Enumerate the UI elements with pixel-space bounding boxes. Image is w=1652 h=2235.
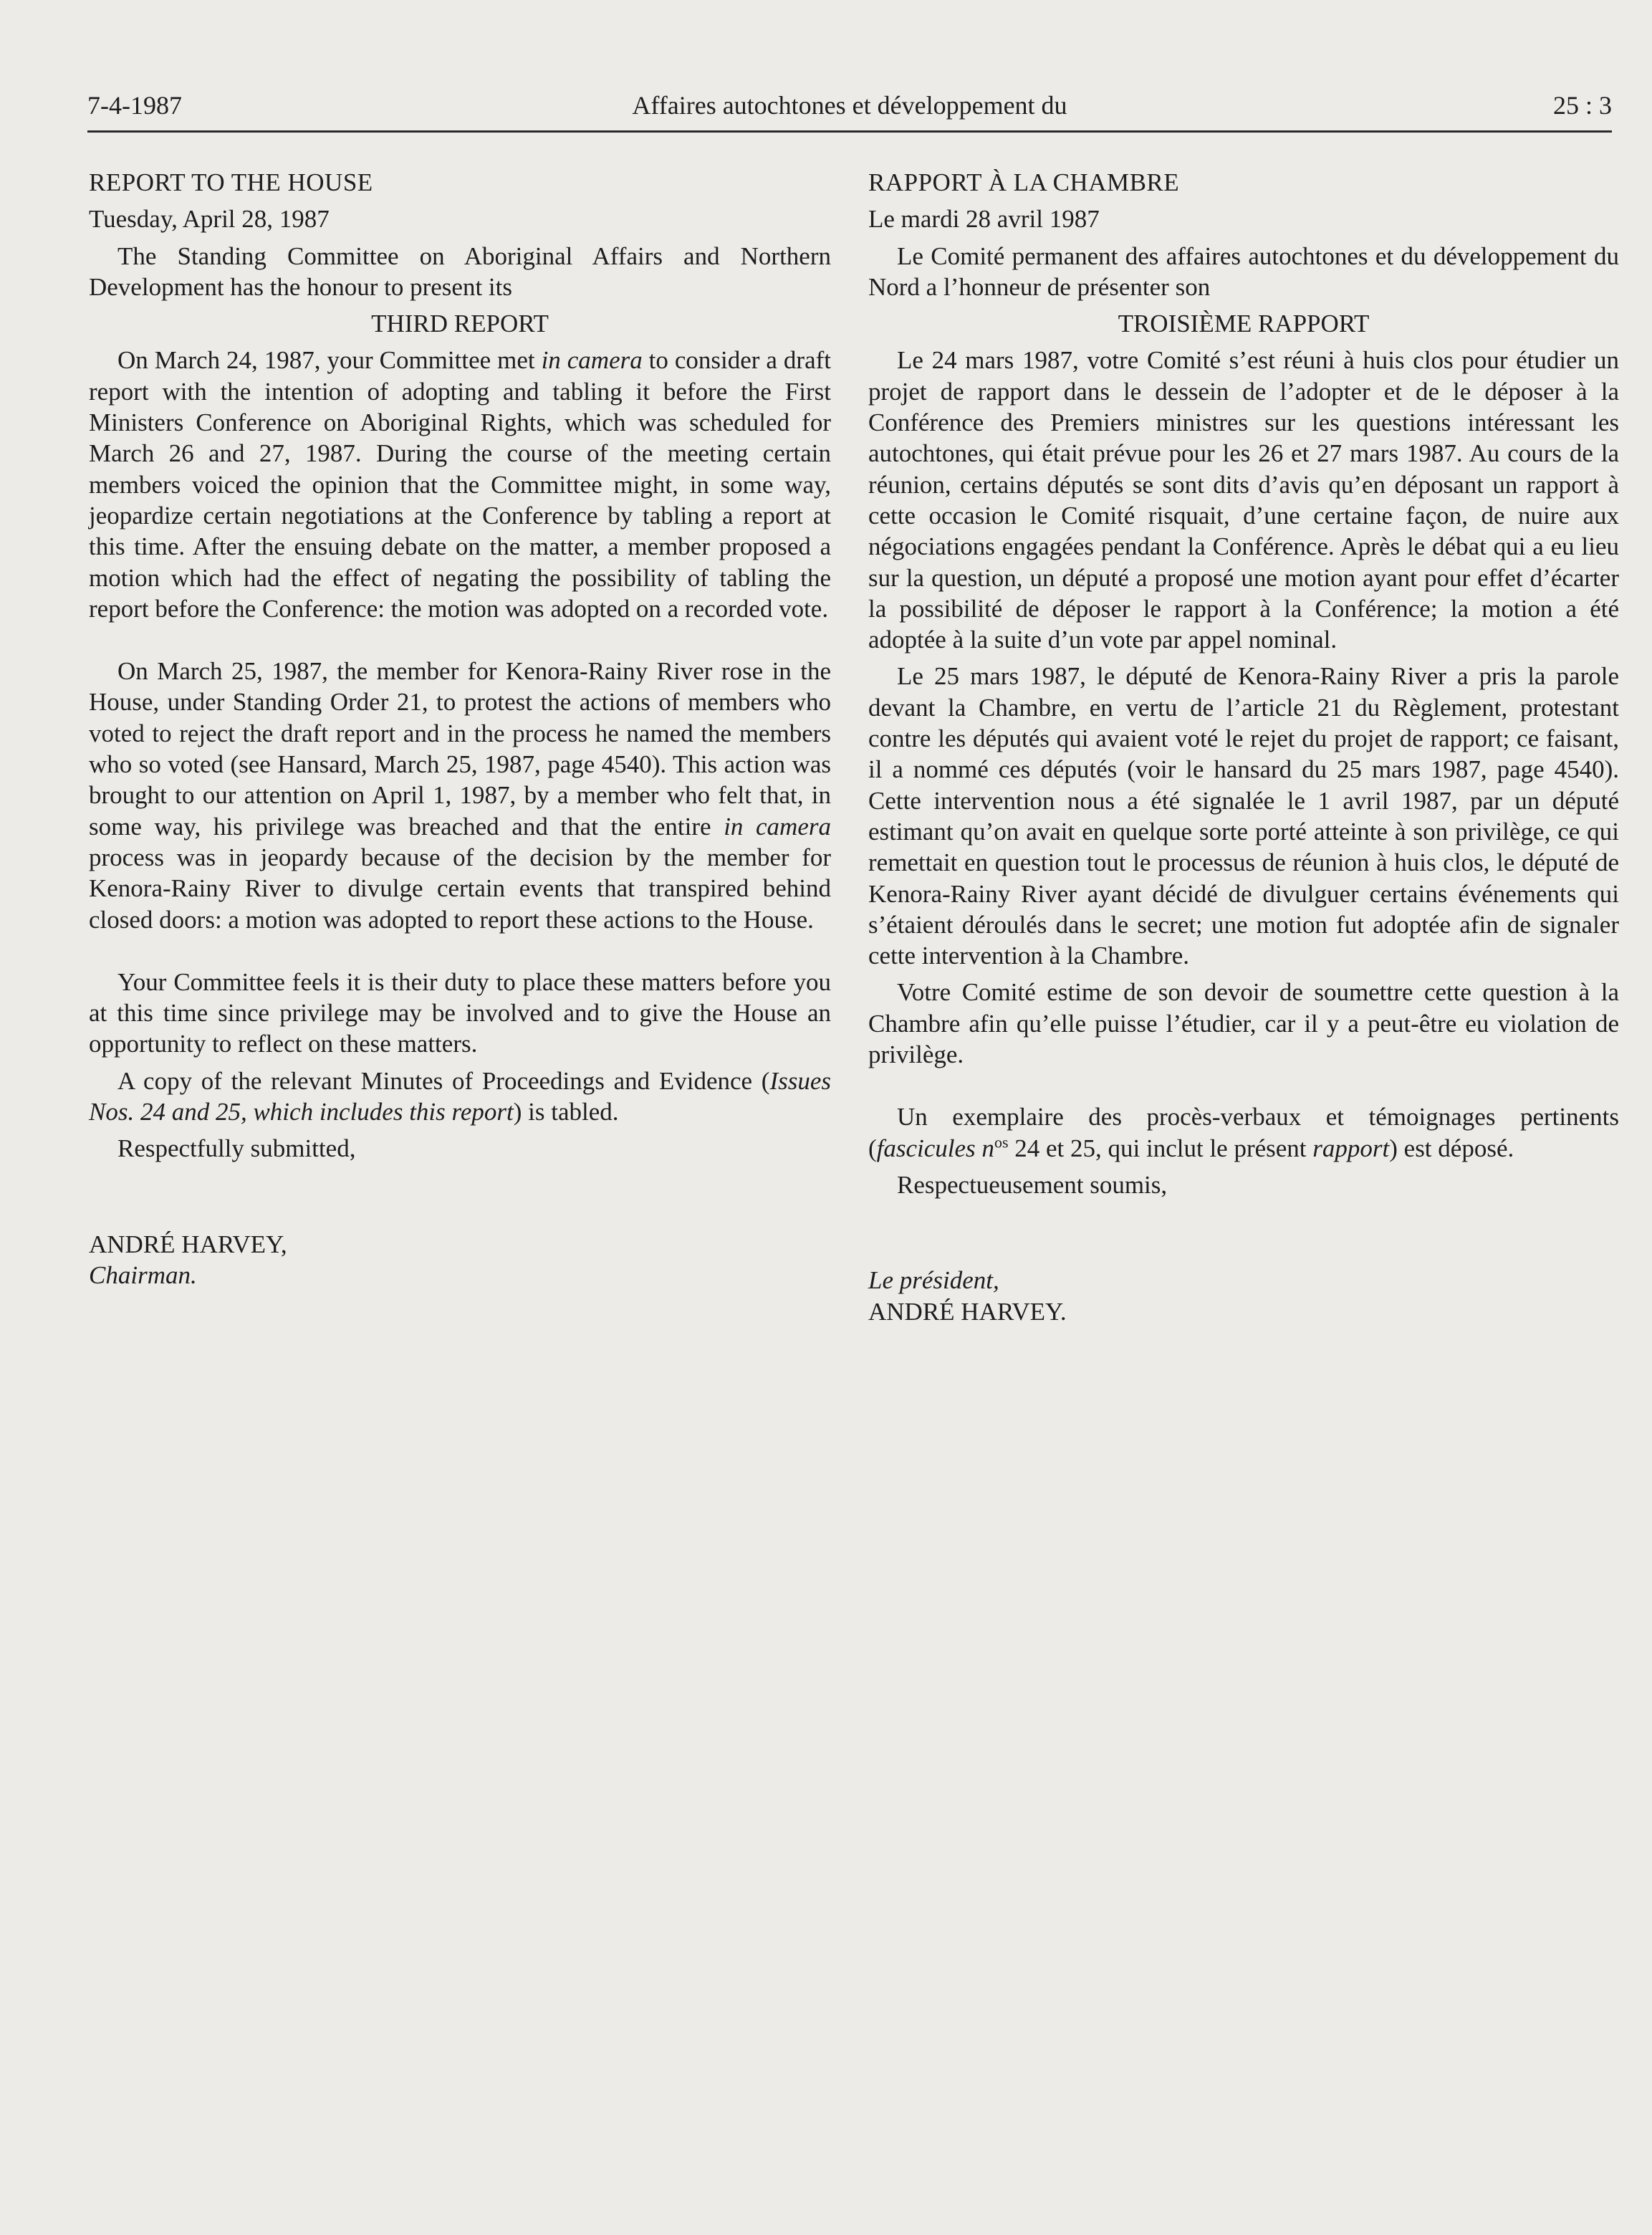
paragraph-2: On March 25, 1987, the member for Kenora-Rainy River rose in the House, under Standing Order 21, to protest the actions of members who voted to reject the draft report and in the process he named the members who so voted (see Hansard, March 25, 1987, page 4540). This action was brought to our attention on April 1, 1987, by a member who felt that, in some way, his privilege was breached and that the entire in camera process was in jeopardy because of the decision by the member for Kenora-Rainy River to divulge certain events that transpired behind closed doors: a motion was adopted to report these actions to the House. [89, 657, 831, 934]
paragraph-4: A copy of the relevant Minutes of Proceedings and Evidence (Issues Nos. 24 and 25, which includes this report) is tabled. [89, 1066, 831, 1126]
report-date-fr: Le mardi 28 avril 1987 [868, 205, 1100, 234]
signer-name: ANDRÉ HARVEY, [89, 1230, 287, 1258]
report-title: THIRD REPORT [371, 310, 549, 338]
closing-line: Respectfully submitted, [117, 1134, 356, 1163]
report-date: Tuesday, April 28, 1987 [89, 205, 330, 234]
paragraph-3-fr: Votre Comité estime de son devoir de soumettre cette question à la Chambre afin qu’elle puisse l’étudier, car il y a peut-être eu violation de privilège. [868, 978, 1619, 1069]
intro-paragraph: The Standing Committee on Aboriginal Affairs and Northern Development has the honour to present its [89, 241, 831, 301]
intro-paragraph-fr: Le Comité permanent des affaires autochtones et du développement du Nord a l’honneur de présenter son [868, 241, 1619, 301]
header-date: 7-4-1987 [87, 91, 182, 120]
signer-role-fr: Le président, [868, 1266, 999, 1295]
closing-line-fr: Respectueusement soumis, [897, 1170, 1168, 1199]
paragraph-2-fr: Le 25 mars 1987, le député de Kenora-Rainy River a pris la parole devant la Chambre, en vertu de l’article 21 du Règlement, protestant contre les députés qui avaient voté le rejet du projet de rapport; ce faisant, il a nommé ces députés (voir le hansard du 25 mars 1987, page 4540). Cette intervention nous a été signalée le 1 avril 1987, par un député estimant qu’on avait en quelque sorte porté atteinte à son privilège, ce qui remettait en question tout le processus de réunion à huis clos, le député de Kenora-Rainy River ayant décidé de divulguer certains événements qui s’étaient déroulés dans le secret; une motion fut adoptée afin de signaler cette intervention à la Chambre. [868, 662, 1619, 970]
paragraph-1: On March 24, 1987, your Committee met in camera to consider a draft report with the intention of adopting and tabling it before the First Ministers Conference on Aboriginal Rights, which was scheduled for March 26 and 27, 1987. During the course of the meeting certain members voiced the opinion that the Committee might, in some way, jeopardize certain negotiations at the Conference by tabling a report at this time. After the ensuing debate on the matter, a member proposed a motion which had the effect of negating the possibility of tabling the report before the Conference: the motion was adopted on a recorded vote. [89, 346, 831, 623]
header-title: Affaires autochtones et développement du [632, 91, 1067, 120]
signer-role: Chairman. [89, 1260, 197, 1289]
report-title-fr: TROISIÈME RAPPORT [1118, 310, 1370, 338]
signer-name-fr: ANDRÉ HARVEY. [868, 1297, 1067, 1326]
running-header [87, 90, 1612, 133]
report-heading-fr: RAPPORT À LA CHAMBRE [868, 168, 1180, 196]
paragraph-4-fr: Un exemplaire des procès-verbaux et témoignages pertinents (fascicules $n^{os}$ 24 et 25, qui inclut le présent rapport) est déposé. [868, 1103, 1619, 1162]
report-heading: REPORT TO THE HOUSE [89, 168, 373, 196]
english-column [89, 167, 831, 1291]
paragraph-3: Your Committee feels it is their duty to place these matters before you at this time since privilege may be involved and to give the House an opportunity to reflect on these matters. [89, 967, 831, 1058]
header-page-number: 25 : 3 [1552, 91, 1612, 120]
paragraph-1-fr: Le 24 mars 1987, votre Comité s’est réuni à huis clos pour étudier un projet de rapport dans le dessein de l’adopter et de le déposer à la Conférence des Premiers ministres sur les questions intéressant les autochtones, qui était prévue pour les 26 et 27 mars 1987. Au cours de la réunion, certains députés se sont dits d’avis qu’en déposant un rapport à cette occasion le Comité risquait, d’une certaine façon, de nuire aux négociations engagées pendant la Conférence. Après le débat qui a eu lieu sur la question, un député a proposé une motion ayant pour effet d’écarter la possibilité de déposer le rapport à la Conférence; la motion a été adoptée à la suite d’un vote par appel nominal. [868, 346, 1619, 654]
french-column [868, 167, 1619, 1327]
